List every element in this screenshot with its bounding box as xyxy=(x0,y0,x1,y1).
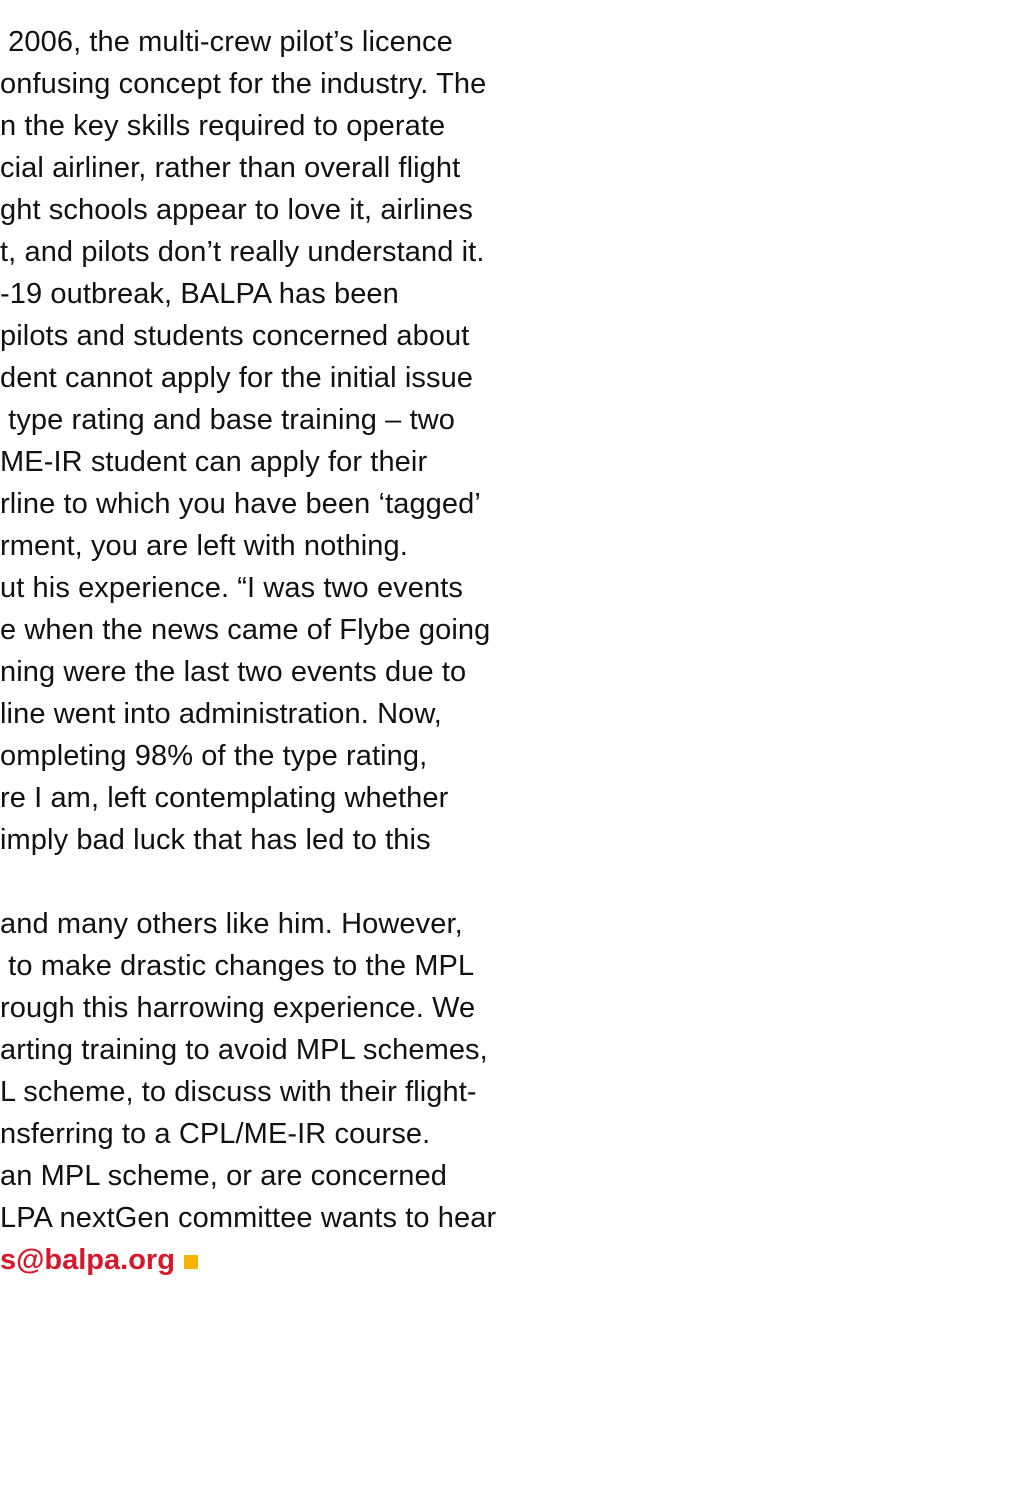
body-line: ompleting 98% of the type rating, xyxy=(0,740,428,772)
body-line: rough this harrowing experience. We xyxy=(0,992,476,1024)
body-line: rment, you are left with nothing. xyxy=(0,530,408,562)
contact-email-link[interactable]: s@balpa.org xyxy=(0,1244,175,1276)
article-body-column xyxy=(0,21,600,1281)
body-line: 2006, the multi-crew pilot’s licence xyxy=(0,26,453,58)
body-line: LPA nextGen committee wants to hear xyxy=(0,1202,497,1234)
body-line: and many others like him. However, xyxy=(0,908,463,940)
body-line: ME-IR student can apply for their xyxy=(0,446,428,478)
body-line: an MPL scheme, or are concerned xyxy=(0,1160,447,1192)
body-line: type rating and base training – two xyxy=(0,404,455,436)
body-line: dent cannot apply for the initial issue xyxy=(0,362,474,394)
body-line: L scheme, to discuss with their flight- xyxy=(0,1076,477,1108)
body-line: nsferring to a CPL/ME-IR course. xyxy=(0,1118,431,1150)
body-line: ght schools appear to love it, airlines xyxy=(0,194,473,226)
body-line: ning were the last two events due to xyxy=(0,656,467,688)
paragraph-break xyxy=(0,861,600,903)
body-line: line went into administration. Now, xyxy=(0,698,442,730)
body-line: cial airliner, rather than overall flight xyxy=(0,152,461,184)
body-line: imply bad luck that has led to this xyxy=(0,824,431,856)
body-line: e when the news came of Flybe going xyxy=(0,614,491,646)
body-line: onfusing concept for the industry. The xyxy=(0,68,487,100)
body-line: pilots and students concerned about xyxy=(0,320,470,352)
body-line: arting training to avoid MPL schemes, xyxy=(0,1034,488,1066)
end-of-article-square-icon xyxy=(184,1255,198,1269)
contact-line xyxy=(0,1239,600,1281)
body-line: n the key skills required to operate xyxy=(0,110,446,142)
body-line: rline to which you have been ‘tagged’ xyxy=(0,488,481,520)
body-line: t, and pilots don’t really understand it. xyxy=(0,236,485,268)
body-line: re I am, left contemplating whether xyxy=(0,782,449,814)
body-line: -19 outbreak, BALPA has been xyxy=(0,278,399,310)
body-line: ut his experience. “I was two events xyxy=(0,572,463,604)
body-line: to make drastic changes to the MPL xyxy=(0,950,475,982)
